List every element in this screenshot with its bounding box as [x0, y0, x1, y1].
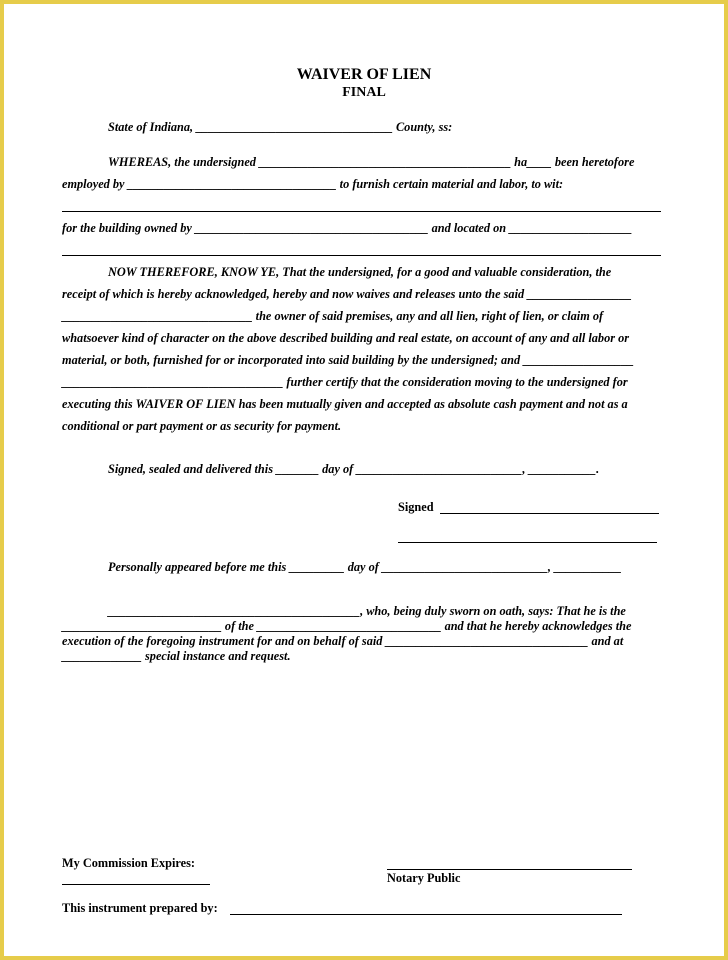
state-county-line: State of Indiana, ________________________________ County, ss: — [108, 120, 453, 134]
waiver-paragraph-line: ____________________________________ further certify that the consideration moving to the undersigned for — [62, 375, 628, 389]
signature-line — [398, 542, 657, 543]
prepared-by-line — [230, 914, 622, 915]
waiver-paragraph-line: receipt of which is hereby acknowledged, hereby and now waives and releases unto the said _________________ — [62, 287, 632, 301]
sworn-line: _____________ special instance and request. — [62, 649, 291, 663]
whereas-line: WHEREAS, the undersigned _________________________________________ ha____ been heretofore — [108, 155, 635, 169]
commission-expires-line — [62, 884, 210, 885]
sworn-line: _________________________________________, who, being duly sworn on oath, says: That he is the — [108, 604, 626, 618]
waiver-paragraph-line: whatsoever kind of character on the above described building and real estate, on account of any and all labor or — [62, 331, 630, 345]
notary-signature-line — [387, 869, 632, 870]
document-subtitle: FINAL — [342, 85, 386, 100]
blank-line — [62, 255, 661, 256]
waiver-paragraph-line: material, or both, furnished for or incorporated into said building by the undersigned; and __________________ — [62, 353, 634, 367]
document-title: WAIVER OF LIEN — [296, 66, 432, 83]
document-page — [4, 4, 724, 956]
notary-public-label: Notary Public — [387, 871, 461, 885]
sworn-line: execution of the foregoing instrument for and on behalf of said _________________________________ and at — [62, 634, 624, 648]
waiver-paragraph-line: conditional or part payment or as security for payment. — [62, 419, 342, 433]
signed-sealed-line: Signed, sealed and delivered this _______ day of ___________________________, ___________. — [108, 462, 600, 476]
employed-line: employed by __________________________________ to furnish certain material and labor, to wit: — [62, 177, 564, 191]
waiver-paragraph-line: executing this WAIVER OF LIEN has been mutually given and accepted as absolute cash payment and not as a — [62, 397, 628, 411]
signature-line — [440, 513, 659, 514]
prepared-by-label: This instrument prepared by: — [62, 901, 218, 915]
building-owned-line: for the building owned by ______________________________________ and located on ____________________ — [62, 221, 633, 235]
commission-expires-label: My Commission Expires: — [62, 856, 195, 870]
signed-label: Signed — [398, 500, 434, 514]
blank-line — [62, 211, 661, 212]
waiver-paragraph-line: _______________________________ the owner of said premises, any and all lien, right of lien, or claim of — [62, 309, 604, 323]
sworn-line: __________________________ of the ______________________________ and that he hereby acknowledges the — [62, 619, 632, 633]
personally-appeared-line: Personally appeared before me this _________ day of ___________________________, ___________ — [108, 560, 622, 574]
waiver-paragraph-line: NOW THEREFORE, KNOW YE, That the undersigned, for a good and valuable consideration, the — [108, 265, 612, 279]
